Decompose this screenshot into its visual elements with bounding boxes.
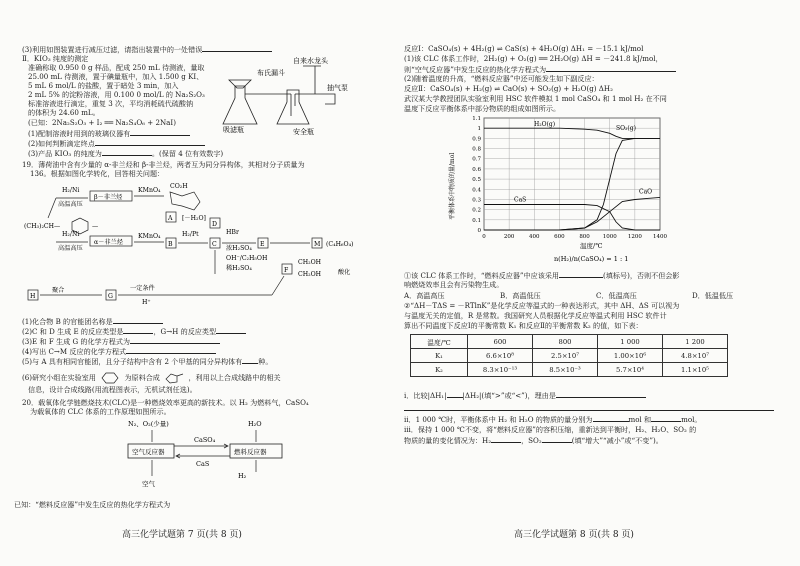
conc-h2so4: 浓H₂SO₄ bbox=[226, 245, 252, 252]
q19-6: (6)研究小组在实验室用 为原料合成 ，利用以上合成线路中的相关 bbox=[22, 371, 281, 385]
answer-blank[interactable] bbox=[102, 148, 152, 156]
q1-text: (1)配制溶液时用到的玻璃仪器有 bbox=[28, 128, 190, 138]
dilute-h2so4: 稀H₂SO₄ bbox=[226, 265, 252, 272]
answer-blank[interactable] bbox=[123, 326, 153, 334]
chart-ylabel: 平衡体系中物质的量/mol bbox=[449, 152, 456, 220]
answer-blank[interactable] bbox=[95, 138, 205, 146]
q19-2: (2)C 和 D 生成 E 的反应类型是 ，G→H 的反应类型 bbox=[22, 326, 246, 336]
part2-title: Ⅱ．KIO₃ 纯度的测定 bbox=[22, 54, 89, 63]
box-d: D bbox=[212, 221, 217, 228]
table-header: 600 bbox=[468, 335, 533, 349]
answer-line[interactable] bbox=[404, 402, 774, 411]
clc-h2: H₂ bbox=[238, 472, 247, 480]
answer-blank[interactable] bbox=[216, 326, 246, 334]
q2-text: (2)如何判断滴定终点 bbox=[28, 138, 205, 148]
reaction-1: 反应Ⅰ：CaSO₄(s) + 4H₂(g) ⇌ CaS(s) + 4H₂O(g) ΔH₁ = －15.1 kJ/mol bbox=[404, 44, 644, 53]
ch2oh-2: CH₂OH bbox=[298, 271, 322, 278]
table-cell: 6.6×10⁸ bbox=[468, 349, 533, 363]
q19-4: (4)写出 C→M 反应的化学方程式 bbox=[22, 346, 216, 356]
y-tick-label: 0.3 bbox=[472, 197, 481, 204]
box-a: A bbox=[168, 215, 173, 222]
r-q2-line-2: 武汉某大学教授团队实验室利用 HSC 软件模拟 1 mol CaSO₄ 和 1 mol H₂ 在不同 bbox=[404, 94, 667, 103]
r-q2-line-3: 温度下反应平衡体系中部分物质的组成如图所示。 bbox=[404, 104, 561, 113]
minus-h2o: [－H₂O] bbox=[182, 215, 206, 222]
y-tick-label: 0.5 bbox=[472, 177, 481, 184]
option-c[interactable]: C．低温高压 bbox=[596, 291, 637, 300]
r-sub-3: ⅲ．保持 1 000 ℃不变，将“燃料反应器”的容积压缩，重新达到平衡时，H₂、H₂O、SO₂ 的 bbox=[404, 425, 697, 434]
option-b[interactable]: B．高温低压 bbox=[500, 291, 541, 300]
clc-air: 空气 bbox=[142, 480, 155, 488]
r-q-a-cont: 响燃烧效率且会有污染物生成。 bbox=[404, 280, 504, 289]
kmno4-bot: KMnO₄ bbox=[138, 233, 161, 240]
y-tick-label: 1 bbox=[477, 126, 481, 133]
known2-text: 已知：“燃料反应器”中发生反应的热化学方程式为 bbox=[14, 500, 171, 509]
known-equation: (已知：2Na₂S₂O₃ + I₂ ══ Na₂S₄O₆ + 2NaI) bbox=[28, 118, 176, 127]
oh-etoh: OH⁻/C₂H₅OH bbox=[226, 255, 268, 262]
page-7 bbox=[14, 0, 394, 566]
acidify: 酸化 bbox=[338, 269, 351, 276]
answer-blank[interactable] bbox=[651, 414, 681, 422]
r-sub-2: ⅱ．1 000 ℃时，平衡体系中 H₂ 和 H₂O 的物质的量分别为 mol 和 mol。 bbox=[404, 415, 702, 424]
series-line-3 bbox=[484, 205, 660, 231]
reaction-2: 反应Ⅱ：CaSO₄(s) + H₂(g) ⇌ CaO(s) + SO₂(g) + H₂O(g) ΔH₂ bbox=[404, 84, 613, 93]
part2-line-5: 标准溶液进行滴定，重复 3 次，平均消耗硫代硫酸钠 bbox=[28, 99, 194, 108]
label-safety: 安全瓶 bbox=[293, 128, 314, 136]
plot-frame bbox=[484, 118, 660, 230]
product-structure bbox=[162, 371, 186, 385]
q20-intro-1: 20．载氧体化学链燃烧技术(CLC)是一种燃烧效率更高的新技术。以 H₂ 为燃料气，CaSO₄ bbox=[22, 398, 309, 407]
q19-intro-1: 19．薄荷油中含有少量的 α-非兰烃和 β-非兰烃，两者互为同分异构体，其相对分子质量为 bbox=[22, 160, 305, 169]
air-reactor: 空气反应器 bbox=[132, 448, 165, 456]
box-m: M bbox=[314, 241, 321, 248]
box-g: G bbox=[108, 293, 113, 300]
reagent-structure bbox=[98, 371, 122, 385]
y-tick-label: 0.4 bbox=[472, 187, 481, 194]
option-d[interactable]: D．低温低压 bbox=[692, 291, 734, 300]
table-cell: K₁ bbox=[411, 349, 468, 363]
part2-line-4: 2 mL 5% 的淀粉溶液，用 0.100 0 mol/L 的 Na₂S₂O₃ bbox=[28, 90, 205, 99]
q19-3: (3)E 和 F 生成 G 的化学方程式为 bbox=[22, 336, 220, 346]
y-tick-label: 0.9 bbox=[472, 136, 481, 143]
chart-note: n(H₂)/n(CaSO₄) = 1 : 1 bbox=[554, 255, 629, 263]
answer-blank[interactable] bbox=[113, 316, 163, 324]
x-tick-label: 400 bbox=[529, 234, 540, 240]
hbr: HBr bbox=[226, 229, 239, 236]
table-row bbox=[411, 349, 728, 363]
polymerize: 聚合 bbox=[52, 287, 65, 294]
option-a[interactable]: A．高温高压 bbox=[404, 291, 445, 300]
q20-intro-2: 为载氧体的 CLC 体系的工作原理如图所示。 bbox=[30, 407, 171, 416]
r-q2-line-1: (2)随着温度的升高，“燃料反应器”中还可能发生如下副反应： bbox=[404, 74, 599, 83]
part2-line-6: 的体积为 24.60 mL。 bbox=[28, 108, 100, 117]
series-line-2 bbox=[484, 138, 660, 230]
page-8 bbox=[404, 0, 782, 566]
table-cell: 1.1×10⁵ bbox=[663, 363, 728, 377]
filtration-apparatus bbox=[217, 54, 397, 136]
beta-box: β－非兰烃 bbox=[94, 194, 123, 201]
formula-m: (C₄H₆O₄) bbox=[326, 241, 354, 248]
y-tick-label: 0 bbox=[477, 228, 481, 234]
series-label: CaO bbox=[639, 188, 653, 196]
starting-material: (CH₃)₂CH— bbox=[24, 223, 61, 230]
co2h: CO₂H bbox=[170, 183, 188, 190]
answer-blank[interactable] bbox=[491, 435, 521, 443]
k-table bbox=[410, 334, 728, 377]
table-cell: 5.7×10⁴ bbox=[598, 363, 663, 377]
answer-blank[interactable] bbox=[593, 414, 629, 422]
ch2oh-1: CH₂OH bbox=[298, 259, 322, 266]
table-row bbox=[411, 363, 728, 377]
part2-line-3: 5 mL 6 mol/L 的盐酸，置于暗处 3 min，加入 bbox=[28, 81, 179, 90]
r-q-b-3: 算出不同温度下反应Ⅰ的平衡常数 K₁ 和反应Ⅱ的平衡常数 K₂ 的值，如下表： bbox=[404, 321, 643, 330]
h2ni-bot: H₂/Ni bbox=[62, 231, 80, 238]
answer-blank[interactable] bbox=[546, 64, 676, 72]
fuel-reactor: 燃料反应器 bbox=[234, 448, 267, 456]
table-cell: 2.5×10⁷ bbox=[533, 349, 598, 363]
answer-blank[interactable] bbox=[559, 270, 603, 278]
label-pump: 抽气泵 bbox=[327, 84, 348, 92]
x-tick-label: 1200 bbox=[627, 234, 642, 240]
condition: 一定条件 bbox=[130, 285, 155, 292]
page-footer-8: 高三化学试题第 8 页(共 8 页) bbox=[514, 530, 634, 540]
q3b-text: (3)产品 KIO₃ 的纯度为 。(保留 4 位有效数字) bbox=[28, 149, 224, 158]
answer-blank[interactable] bbox=[542, 435, 572, 443]
y-tick-label: 0.2 bbox=[472, 207, 481, 214]
series-line-4 bbox=[484, 197, 660, 230]
table-cell: 4.8×10⁷ bbox=[663, 349, 728, 363]
answer-blank[interactable] bbox=[242, 356, 258, 364]
chart-xlabel: 温度/℃ bbox=[580, 242, 603, 250]
box-c: C bbox=[212, 241, 217, 248]
r-q1-line-1: (1)该 CLC 体系工作时，2H₂(g) + O₂(g) ══ 2H₂O(g) ΔH = －241.8 kJ/mol， bbox=[404, 54, 663, 63]
box-f: F bbox=[284, 267, 289, 274]
q19-5: (5)与 A 具有相同官能团，且分子结构中含有 2 个甲基的同分异构体有 种。 bbox=[22, 357, 273, 366]
h2pt: H₂/Pt bbox=[182, 231, 199, 238]
table-header: 1 200 bbox=[663, 335, 728, 349]
alpha-box: α－非兰烃 bbox=[94, 239, 123, 246]
r-sub-1: ⅰ．比较|ΔH₁| |ΔH₂|(填“>”或“<”)，理由是 bbox=[404, 390, 646, 400]
label-faucet: 自来水龙头 bbox=[293, 57, 328, 65]
x-tick-label: 600 bbox=[554, 234, 565, 240]
label-funnel: 布氏漏斗 bbox=[257, 69, 285, 77]
table-cell: 1.00×10⁶ bbox=[598, 349, 663, 363]
page-footer-7: 高三化学试题第 7 页(共 8 页) bbox=[122, 530, 242, 540]
hp-bot: 高温高压 bbox=[58, 245, 83, 252]
answer-blank[interactable] bbox=[130, 128, 190, 136]
answer-blank[interactable] bbox=[126, 346, 216, 354]
q19-1: (1)化合物 B 的官能团名称是 bbox=[22, 316, 163, 326]
h-plus: H⁺ bbox=[142, 299, 151, 306]
equilibrium-chart bbox=[444, 112, 684, 264]
label-suction: 吸滤瓶 bbox=[223, 126, 244, 134]
x-tick-label: 800 bbox=[579, 234, 590, 240]
series-label: SO₂(g) bbox=[616, 125, 636, 133]
x-tick-label: 1400 bbox=[653, 234, 667, 240]
answer-blank[interactable] bbox=[202, 44, 272, 52]
part2-line-2: 25.00 mL 待测液，置于碘量瓶中，加入 1.500 g KI、 bbox=[28, 72, 204, 81]
box-b: B bbox=[168, 241, 173, 248]
box-e: E bbox=[260, 241, 265, 248]
hp-top: 高温高压 bbox=[58, 201, 83, 208]
y-tick-label: 0.8 bbox=[472, 146, 481, 153]
table-cell: 8.5×10⁻³ bbox=[533, 363, 598, 377]
x-tick-label: 200 bbox=[503, 234, 515, 240]
q3-text: (3)利用如图装置进行减压过滤，请指出装置中的一处错误 bbox=[22, 44, 272, 54]
kmno4-top: KMnO₄ bbox=[138, 187, 161, 194]
table-header: 1 000 bbox=[598, 335, 663, 349]
box-h: H bbox=[30, 293, 36, 300]
h2ni-top: H₂/Ni bbox=[62, 187, 80, 194]
table-header-row bbox=[411, 335, 728, 349]
r-q-b-1: ②“ΔH－TΔS = －RTlnK”是化学反应等温式的一种表达形式，其中 ΔH、ΔS 可以视为 bbox=[404, 301, 680, 310]
table-cell: 8.3×10⁻¹³ bbox=[468, 363, 533, 377]
y-tick-label: 0.1 bbox=[472, 217, 481, 224]
x-tick-label: 0 bbox=[482, 234, 486, 240]
reaction-scheme bbox=[22, 178, 394, 310]
r-q1-line-2: 则“空气反应器”中发生反应的热化学方程式为 bbox=[404, 64, 676, 74]
x-tick-label: 1000 bbox=[602, 234, 617, 240]
part2-line-1: 准确称取 0.950 0 g 样品，配成 250 mL 待测液，量取 bbox=[28, 63, 205, 72]
table-header: 800 bbox=[533, 335, 598, 349]
y-tick-label: 0.7 bbox=[472, 156, 481, 163]
y-tick-label: 1.1 bbox=[472, 116, 481, 122]
answer-blank[interactable] bbox=[130, 336, 220, 344]
table-header: 温度/℃ bbox=[411, 335, 468, 349]
q19-intro-2: 136。根据如图化学转化，回答相关问题： bbox=[30, 169, 165, 178]
svg-text:—: — bbox=[92, 223, 99, 230]
r-q-b-2: 与温度无关的定值，R 是常数。我国研究人员根据化学反应等温式利用 HSC 软件计 bbox=[404, 311, 667, 320]
r-q-a: ①该 CLC 体系工作时，“燃料反应器”中应该采用 (填标号)，否则不但会影 bbox=[404, 271, 680, 280]
series-label: CaS bbox=[514, 196, 527, 204]
q19-6-cont: 信息，设计合成线路(用流程图表示，无机试剂任选)。 bbox=[28, 385, 197, 394]
clc-cas: CaS bbox=[196, 460, 210, 468]
clc-diagram bbox=[122, 416, 292, 496]
clc-n2: N₂、O₂(少量) bbox=[128, 420, 169, 428]
r-sub-3-cont: 物质的量的变化情况为：H₂ ，SO₂ (填“增大”“减小”或“不变”)。 bbox=[404, 436, 663, 445]
clc-caso4: CaSO₄ bbox=[194, 436, 216, 444]
answer-blank[interactable] bbox=[447, 390, 463, 398]
table-cell: K₂ bbox=[411, 363, 468, 377]
clc-h2o: H₂O bbox=[248, 420, 262, 428]
answer-blank[interactable] bbox=[556, 390, 646, 398]
series-label: H₂O(g) bbox=[534, 121, 556, 129]
y-tick-label: 0.6 bbox=[472, 166, 481, 173]
